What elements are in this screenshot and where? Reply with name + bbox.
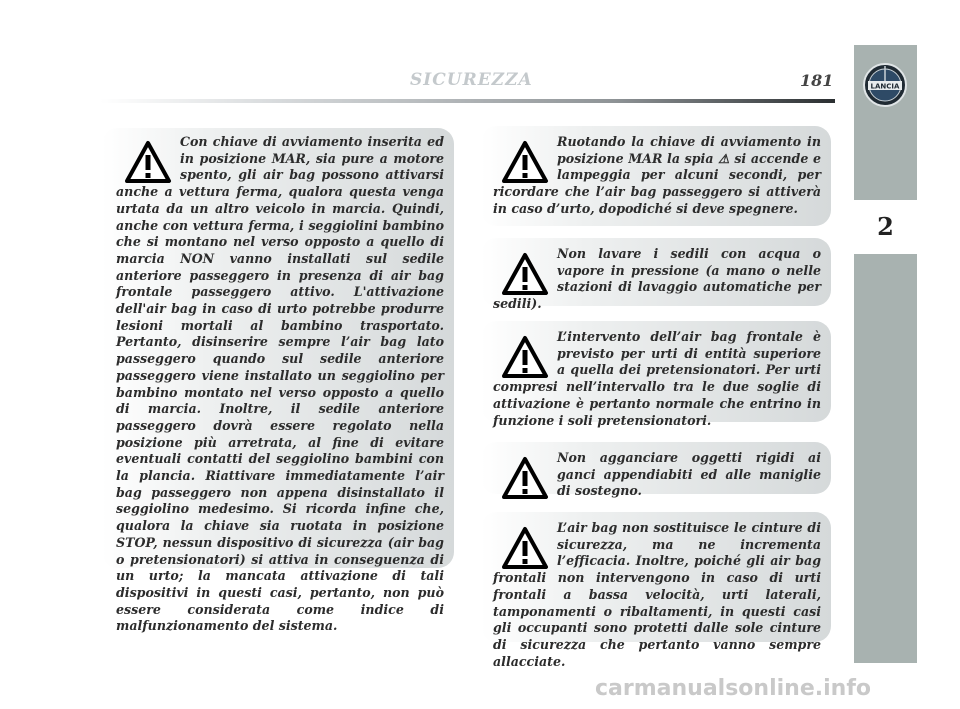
warning-box-key-mar <box>481 126 831 226</box>
warning-text: Non agganciare oggetti rigidi ai ganci appendiabiti ed alle maniglie di sostegno. <box>557 450 821 499</box>
header-rule <box>100 99 835 103</box>
warning-triangle-icon <box>501 140 549 184</box>
warning-text: L’air bag non sostituisce le cinture di sicurezza, ma ne incrementa l’efficacia. Inoltre, poiché gli air bag frontali non intervengono in caso di urti frontali a bassa velocità, urti laterali, tamponamenti o ribaltamenti, in questi casi gli occupanti sono protetti dalle sole cinture di sicurezza che pertanto vanno sempre allacciate. <box>493 520 821 669</box>
warning-triangle-icon <box>501 456 549 500</box>
page-title: SICUREZZA <box>410 70 533 90</box>
chapter-side-tab <box>854 45 917 663</box>
watermark: carmanualsonline.info <box>595 676 871 701</box>
warning-triangle-icon <box>501 335 549 379</box>
warning-text: Non lavare i sedili con acqua o vapore in pressione (a mano o nelle stazioni di lavaggio automatiche per sedili). <box>493 246 821 312</box>
warning-text: L’intervento dell’air bag frontale è previsto per urti di entità superiore a quella dei pretensionatori. Per urti compresi nell’intervallo tra le due soglie di attivazione è pertanto normale che entrino in funzione i soli pretensionatori. <box>493 329 821 428</box>
page-number: 181 <box>800 71 834 90</box>
warning-box-seat-washing <box>481 238 831 312</box>
warning-triangle-icon <box>501 252 549 296</box>
warning-triangle-icon <box>124 140 172 184</box>
warning-box-airbag-threshold <box>481 321 831 428</box>
chapter-number: 2 <box>854 200 917 254</box>
logo-text: LANCIA <box>870 82 900 91</box>
warning-text: Ruotando la chiave di avviamento in posizione MAR la spia ⚠ si accende e lampeggia per alcuni secondi, per ricordare che l’air bag passeggero si attiverà in caso d’urto, dopodiché si deve spegnere. <box>493 134 821 216</box>
warning-triangle-icon <box>501 526 549 570</box>
lancia-logo-icon <box>862 62 908 108</box>
warning-box-seat-belts <box>481 512 831 669</box>
warning-box-coat-hooks <box>481 442 831 499</box>
warning-text: Con chiave di avviamento inserita ed in posizione MAR, sia pure a motore spento, gli air bag possono attivarsi anche a vettura ferma, qualora questa venga urtata da un altro veicolo in marcia. Quindi, anche con vettura ferma, i seggiolini bambino che si montano nel verso opposto a quello di marcia NON vanno installati sul sedile anteriore passeggero in presenza di air bag frontale passeggero attivo. L'attivazione dell'air bag in caso di urto potrebbe produrre lesioni mortali al bambino trasportato. Pertanto, disinserire sempre l’air bag lato passeggero quando sul sedile anteriore passeggero viene installato un seggiolino per bambino montato nel verso opposto a quello di marcia. Inoltre, il sedile anteriore passeggero dovrà essere regolato nella posizione più arretrata, al fine di evitare eventuali contatti del seggiolino bambini con la plancia. Riattivare immediatamente l’air bag passeggero non appena disinstallato il seggiolino medesimo. Si ricorda infine che, qualora la chiave sia ruotata in posizione STOP, nessun dispositivo di sicurezza (air bag o pretensionatori) si attiva in conseguenza di un urto; la mancata attivazione di tali dispositivi in questi casi, pertanto, non può essere considerata come indice di malfunzionamento del sistema. <box>116 134 444 634</box>
warning-box-airbag-child-seat <box>102 128 454 634</box>
